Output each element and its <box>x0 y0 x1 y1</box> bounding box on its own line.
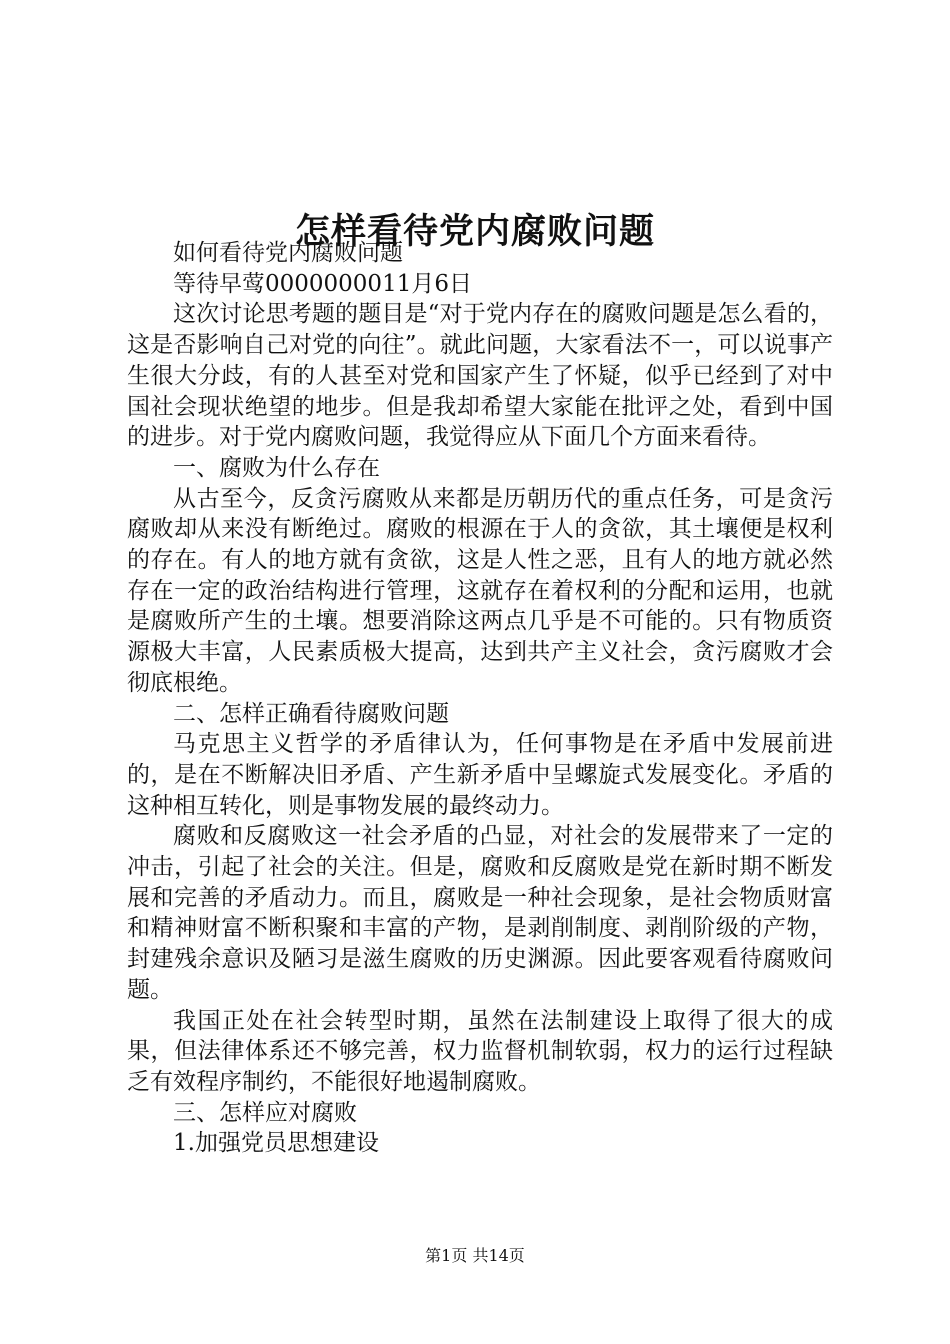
page-number-footer: 第1页 共14页 <box>425 1246 525 1265</box>
section-heading-1: 一、腐败为什么存在 <box>173 454 380 481</box>
document-title: 怎样看待党内腐败问题 <box>294 211 655 253</box>
author-date-line: 等待早莺0000000011月6日 <box>173 270 472 297</box>
intro-paragraph: 这次讨论思考题的题目是“对于党内存在的腐败问题是怎么看的，这是否影响自己对党的向往”。就此问题，大家看法不一，可以说事产生很大分歧，有的人甚至对党和国家产生了怀疑，似乎已经到了对中国社会现状绝望的地步。但是我却希望大家能在批评之处，看到中国的进步。对于党内腐败问题，我觉得应从下面几个方面来看待。 <box>127 301 833 451</box>
section-heading-3: 三、怎样应对腐败 <box>173 1099 357 1126</box>
body-paragraph: 我国正处在社会转型时期，虽然在法制建设上取得了很大的成果，但法律体系还不够完善，权力监督机制软弱，权力的运行过程缺乏有效程序制约，不能很好地遏制腐败。 <box>127 1007 833 1095</box>
sub-heading: 1.加强党员思想建设 <box>173 1130 379 1157</box>
body-paragraph: 从古至今，反贪污腐败从来都是历朝历代的重点任务，可是贪污腐败却从来没有断绝过。腐败的根源在于人的贪欲，其土壤便是权利的存在。有人的地方就有贪欲，这是人性之恶，且有人的地方就必然存在一定的政治结构进行管理，这就存在着权利的分配和运用，也就是腐败所产生的土壤。想要消除这两点几乎是不可能的。只有物质资源极大丰富，人民素质极大提高，达到共产主义社会，贪污腐败才会彻底根绝。 <box>127 485 833 696</box>
body-paragraph: 腐败和反腐败这一社会矛盾的凸显，对社会的发展带来了一定的冲击，引起了社会的关注。但是，腐败和反腐败是党在新时期不断发展和完善的矛盾动力。而且，腐败是一种社会现象，是社会物质财富和精神财富不断积聚和丰富的产物，是剥削制度、剥削阶级的产物，封建残余意识及陋习是滋生腐败的历史渊源。因此要客观看待腐败问题。 <box>127 823 833 1003</box>
section-heading-2: 二、怎样正确看待腐败问题 <box>173 700 449 727</box>
document-body <box>127 238 833 1159</box>
subtitle-line: 如何看待党内腐败问题 <box>173 240 403 266</box>
body-paragraph: 马克思主义哲学的矛盾律认为，任何事物是在矛盾中发展前进的，是在不断解决旧矛盾、产生新矛盾中呈螺旋式发展变化。矛盾的这种相互转化，则是事物发展的最终动力。 <box>127 731 833 819</box>
